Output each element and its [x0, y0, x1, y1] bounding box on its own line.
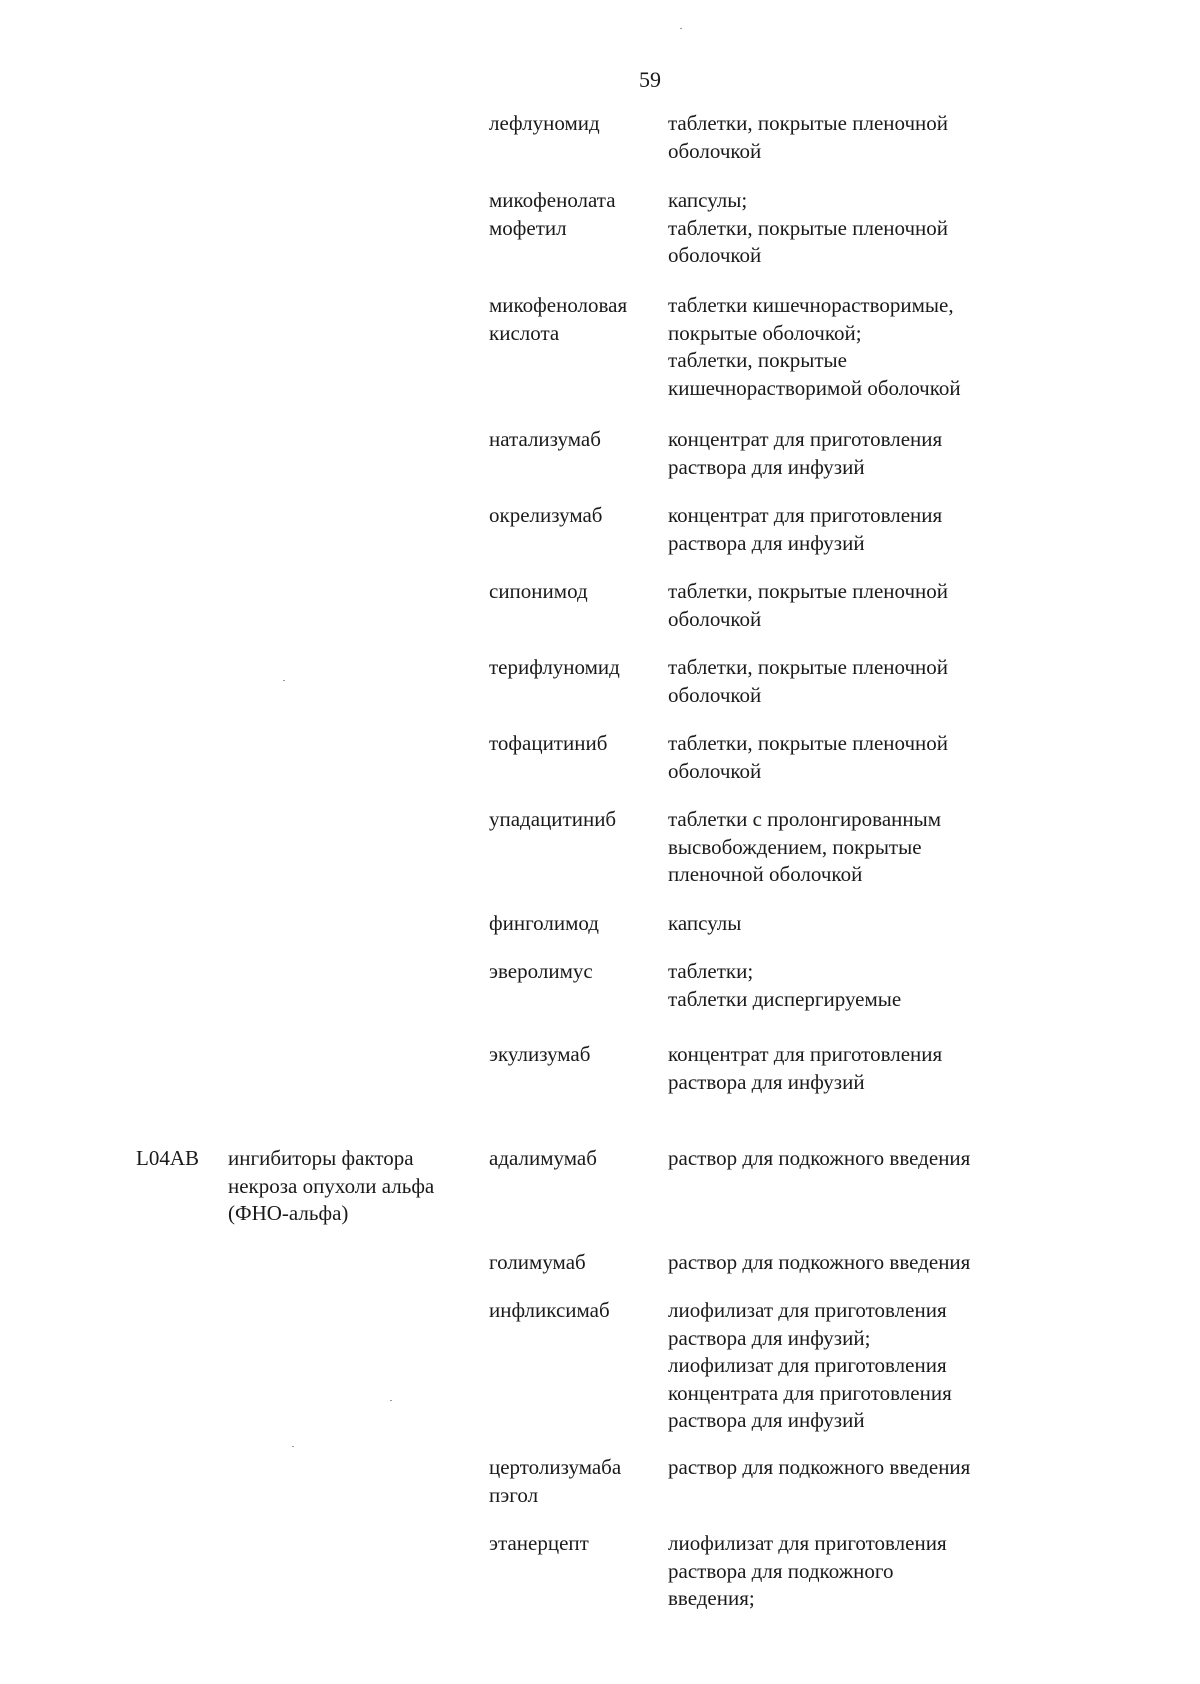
- text-line: капсулы: [668, 911, 742, 935]
- text-line: оболочкой: [668, 243, 762, 267]
- text-line: раствора для инфузий: [668, 454, 865, 479]
- drug-name: [489, 1297, 659, 1325]
- text-line: натализумаб: [489, 427, 601, 451]
- text-line: таблетки, покрытые: [668, 348, 847, 372]
- scan-speck: [283, 680, 285, 681]
- dosage-form: [668, 1297, 1028, 1435]
- anatomical-group: [228, 1145, 478, 1228]
- dosage-form: [668, 1530, 1028, 1613]
- drug-name: [489, 806, 659, 834]
- text-line: таблетки, покрытые пленочной: [668, 655, 949, 679]
- text-line: введения;: [668, 1586, 755, 1610]
- drug-name: [489, 426, 659, 454]
- drug-name: [489, 1530, 659, 1558]
- text-line: таблетки, покрытые пленочной: [668, 215, 949, 240]
- text-line: тофацитиниб: [489, 731, 608, 755]
- text-line: цертолизумаба: [489, 1455, 622, 1479]
- drug-name: [489, 1454, 659, 1509]
- text-line: концентрат для приготовления: [668, 427, 943, 451]
- text-line: лиофилизат для приготовления: [668, 1531, 947, 1555]
- drug-name: [489, 1145, 659, 1173]
- text-line: таблетки кишечнорастворимые,: [668, 293, 954, 317]
- text-line: эверолимус: [489, 959, 593, 983]
- drug-name: [489, 292, 659, 347]
- text-line: таблетки, покрытые пленочной: [668, 731, 949, 755]
- text-line: оболочкой: [668, 758, 762, 783]
- dosage-form: [668, 187, 1028, 270]
- text-line: концентрата для приготовления: [668, 1380, 952, 1405]
- text-line: окрелизумаб: [489, 503, 603, 527]
- drug-name: [489, 958, 659, 986]
- atc-code: L04AB: [136, 1146, 199, 1170]
- text-line: раствора для инфузий: [668, 1408, 865, 1432]
- text-line: терифлуномид: [489, 655, 620, 679]
- text-line: кислота: [489, 320, 560, 345]
- drug-name: [489, 1041, 659, 1069]
- text-line: оболочкой: [668, 682, 762, 707]
- text-line: пэгол: [489, 1482, 539, 1507]
- scan-speck: [680, 28, 682, 29]
- text-line: экулизумаб: [489, 1042, 591, 1066]
- text-line: лиофилизат для приготовления: [668, 1353, 947, 1377]
- text-line: кишечнорастворимой оболочкой: [668, 375, 961, 400]
- text-line: (ФНО-альфа): [228, 1201, 349, 1225]
- text-line: раствор для подкожного введения: [668, 1146, 971, 1170]
- text-line: некроза опухоли альфа: [228, 1173, 435, 1198]
- text-line: лиофилизат для приготовления: [668, 1298, 947, 1322]
- dosage-form: [668, 426, 1028, 481]
- text-line: финголимод: [489, 911, 599, 935]
- text-line: ингибиторы фактора: [228, 1146, 414, 1170]
- dosage-form: [668, 1145, 1028, 1173]
- drug-name: [489, 110, 659, 138]
- text-line: оболочкой: [668, 138, 762, 163]
- text-line: раствора для инфузий: [668, 1069, 865, 1094]
- dosage-form: [668, 654, 1028, 709]
- text-line: пленочной оболочкой: [668, 862, 863, 886]
- drug-name: [489, 654, 659, 682]
- drug-name: [489, 1249, 659, 1277]
- text-line: микофенолата: [489, 188, 616, 212]
- text-line: упадацитиниб: [489, 807, 617, 831]
- text-line: мофетил: [489, 215, 567, 240]
- dosage-form: [668, 910, 1028, 938]
- text-line: таблетки;: [668, 959, 754, 983]
- text-line: концентрат для приготовления: [668, 1042, 943, 1066]
- text-line: лефлуномид: [489, 111, 600, 135]
- scan-speck: [390, 1400, 392, 1401]
- text-line: инфликсимаб: [489, 1298, 610, 1322]
- text-line: раствор для подкожного введения: [668, 1250, 971, 1274]
- text-line: раствора для инфузий;: [668, 1325, 871, 1350]
- dosage-form: [668, 110, 1028, 165]
- text-line: таблетки с пролонгированным: [668, 807, 942, 831]
- drug-name: [489, 910, 659, 938]
- drug-name: [489, 578, 659, 606]
- dosage-form: [668, 1454, 1028, 1482]
- text-line: раствор для подкожного введения: [668, 1455, 971, 1479]
- text-line: таблетки, покрытые пленочной: [668, 579, 949, 603]
- text-line: раствора для инфузий: [668, 530, 865, 555]
- text-line: раствора для подкожного: [668, 1558, 894, 1583]
- drug-name: [489, 730, 659, 758]
- text-line: этанерцепт: [489, 1531, 589, 1555]
- text-line: высвобождением, покрытые: [668, 834, 922, 859]
- dosage-form: [668, 502, 1028, 557]
- dosage-form: [668, 1041, 1028, 1096]
- dosage-form: [668, 730, 1028, 785]
- text-line: покрытые оболочкой;: [668, 320, 862, 345]
- text-line: адалимумаб: [489, 1146, 597, 1170]
- drug-name: [489, 187, 659, 242]
- dosage-form: [668, 292, 1028, 402]
- text-line: оболочкой: [668, 606, 762, 631]
- dosage-form: [668, 806, 1028, 889]
- text-line: микофеноловая: [489, 293, 628, 317]
- dosage-form: [668, 1249, 1028, 1277]
- text-line: концентрат для приготовления: [668, 503, 943, 527]
- scan-speck: [292, 1446, 294, 1447]
- text-line: капсулы;: [668, 188, 748, 212]
- text-line: таблетки диспергируемые: [668, 986, 902, 1011]
- text-line: таблетки, покрытые пленочной: [668, 111, 949, 135]
- text-line: голимумаб: [489, 1250, 586, 1274]
- dosage-form: [668, 578, 1028, 633]
- drug-name: [489, 502, 659, 530]
- dosage-form: [668, 958, 1028, 1013]
- text-line: сипонимод: [489, 579, 588, 603]
- page-number: 59: [639, 67, 661, 92]
